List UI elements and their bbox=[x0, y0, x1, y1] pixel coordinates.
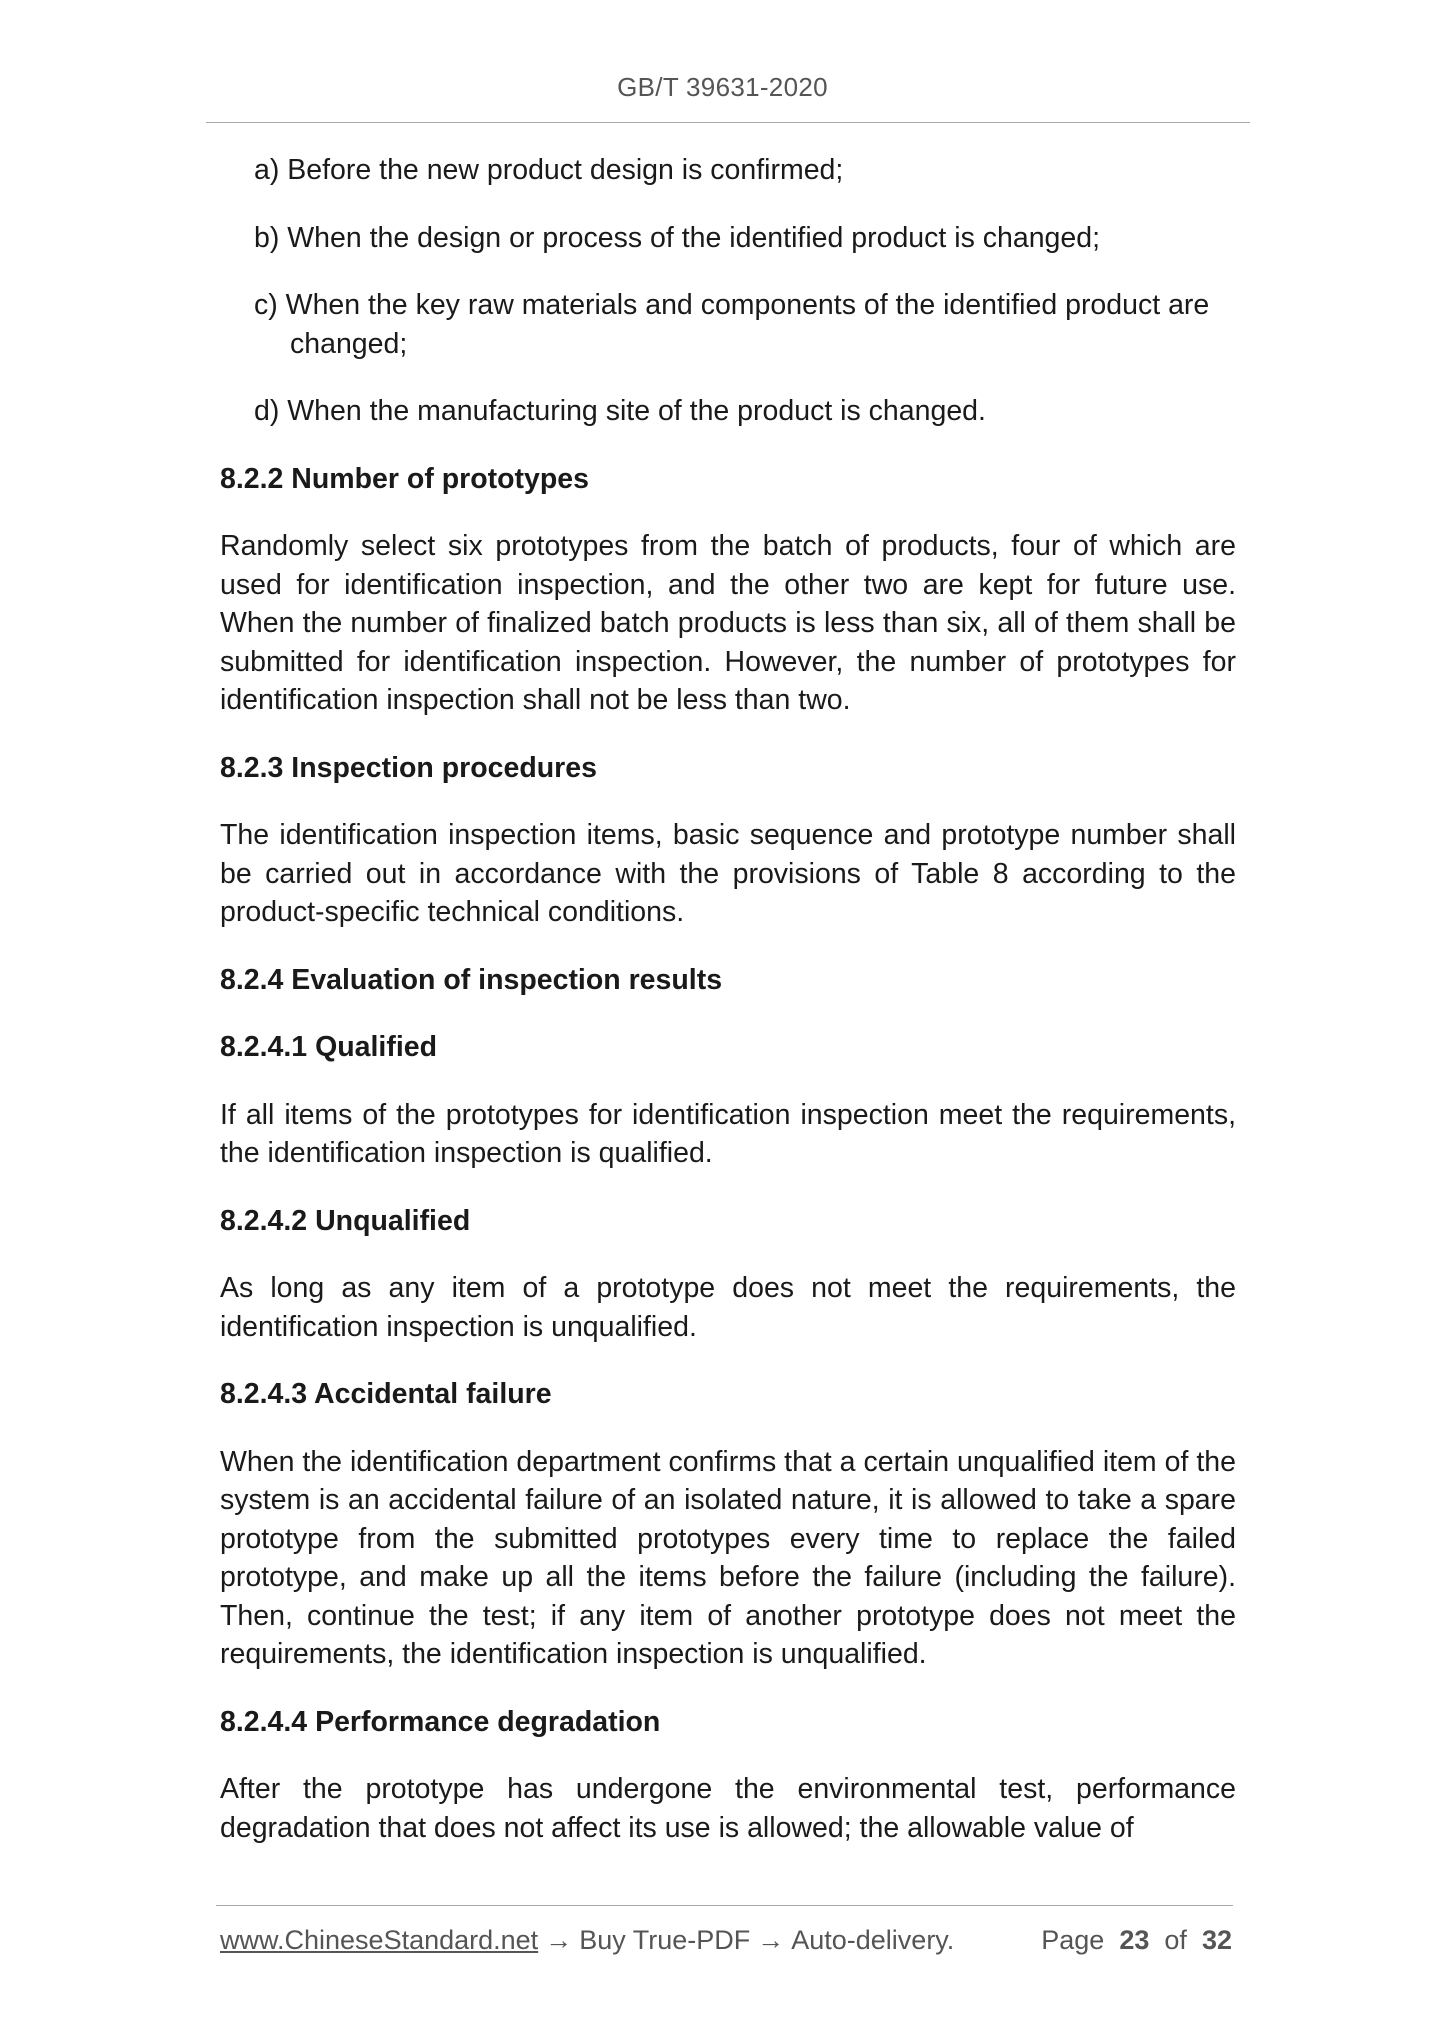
section-body-8-2-2: Randomly select six prototypes from the batch of products, four of which are used for identification inspection, and the other two are kept for future use. When the number of finalized batch products is less than six, all of them shall be submitted for identification inspection. However, the number of prototypes for identification inspection shall not be less than two. bbox=[220, 530, 1236, 716]
section-body-8-2-4-3: When the identification department confirms that a certain unqualified item of the system is an accidental failure of an isolated nature, it is allowed to take a spare prototype from the submitted prototypes every time to replace the failed prototype, and make up all the items before the failure (including the failure). Then, continue the test; if any item of another prototype does not meet the requirements, the identification inspection is unqualified. bbox=[220, 1445, 1236, 1670]
list-text: When the design or process of the identified product is changed; bbox=[287, 221, 1101, 254]
footer-left bbox=[220, 1925, 954, 1956]
section-body-8-2-4-4: After the prototype has undergone the environmental test, performance degradation that does not affect its use is allowed; the allowable value of bbox=[220, 1773, 1236, 1844]
page-header-title: GB/T 39631-2020 bbox=[617, 72, 828, 102]
section-heading-8-2-4-1: 8.2.4.1 Qualified bbox=[220, 1031, 438, 1063]
page-label: Page bbox=[1041, 1925, 1105, 1955]
section-body-8-2-3: The identification inspection items, basic sequence and prototype number shall be carried out in accordance with the provisions of Table 8 according to the product-specific technical conditions. bbox=[220, 819, 1236, 928]
section-heading-8-2-4-4: 8.2.4.4 Performance degradation bbox=[220, 1705, 661, 1738]
site-link[interactable]: www.ChineseStandard.net bbox=[220, 1925, 539, 1955]
section-body-8-2-4-2: As long as any item of a prototype does not meet the requirements, the identification inspection is unqualified. bbox=[220, 1272, 1236, 1343]
arrow-right-icon: → bbox=[545, 1925, 573, 1955]
section-heading-8-2-3: 8.2.3 Inspection procedures bbox=[220, 751, 597, 784]
list-item-b bbox=[220, 219, 1236, 258]
section-heading-8-2-4: 8.2.4 Evaluation of inspection results bbox=[220, 963, 723, 996]
list-item-c bbox=[220, 286, 1236, 363]
section-heading-8-2-2: 8.2.2 Number of prototypes bbox=[220, 462, 589, 495]
section-body-8-2-4-1: If all items of the prototypes for identification inspection meet the requirements, the identification inspection is qualified. bbox=[220, 1098, 1236, 1169]
list-text: Before the new product design is confirmed; bbox=[287, 154, 844, 186]
document-body bbox=[220, 151, 1236, 1847]
buy-text: Buy True-PDF bbox=[579, 1925, 751, 1955]
page-current: 23 bbox=[1119, 1925, 1150, 1955]
list-text: When the key raw materials and components of the identified product are changed; bbox=[285, 289, 1210, 360]
section-heading-8-2-4-3: 8.2.4.3 Accidental failure bbox=[220, 1378, 552, 1410]
list-marker: c) bbox=[254, 289, 278, 321]
page-of: of bbox=[1164, 1925, 1187, 1955]
list-item-d bbox=[220, 392, 1236, 431]
list-marker: a) bbox=[254, 154, 280, 186]
footer-divider bbox=[216, 1905, 1233, 1906]
list-text: When the manufacturing site of the product is changed. bbox=[287, 395, 986, 427]
section-heading-8-2-4-2: 8.2.4.2 Unqualified bbox=[220, 1204, 471, 1237]
delivery-text: Auto-delivery. bbox=[791, 1925, 955, 1955]
list-marker: d) bbox=[254, 395, 280, 427]
list-marker: b) bbox=[254, 221, 280, 254]
page-footer bbox=[220, 1925, 1232, 1956]
header-divider bbox=[206, 122, 1250, 123]
arrow-right-icon: → bbox=[757, 1925, 785, 1955]
page-total: 32 bbox=[1201, 1925, 1232, 1955]
page-number bbox=[1041, 1925, 1232, 1956]
list-item-a bbox=[220, 151, 1236, 190]
